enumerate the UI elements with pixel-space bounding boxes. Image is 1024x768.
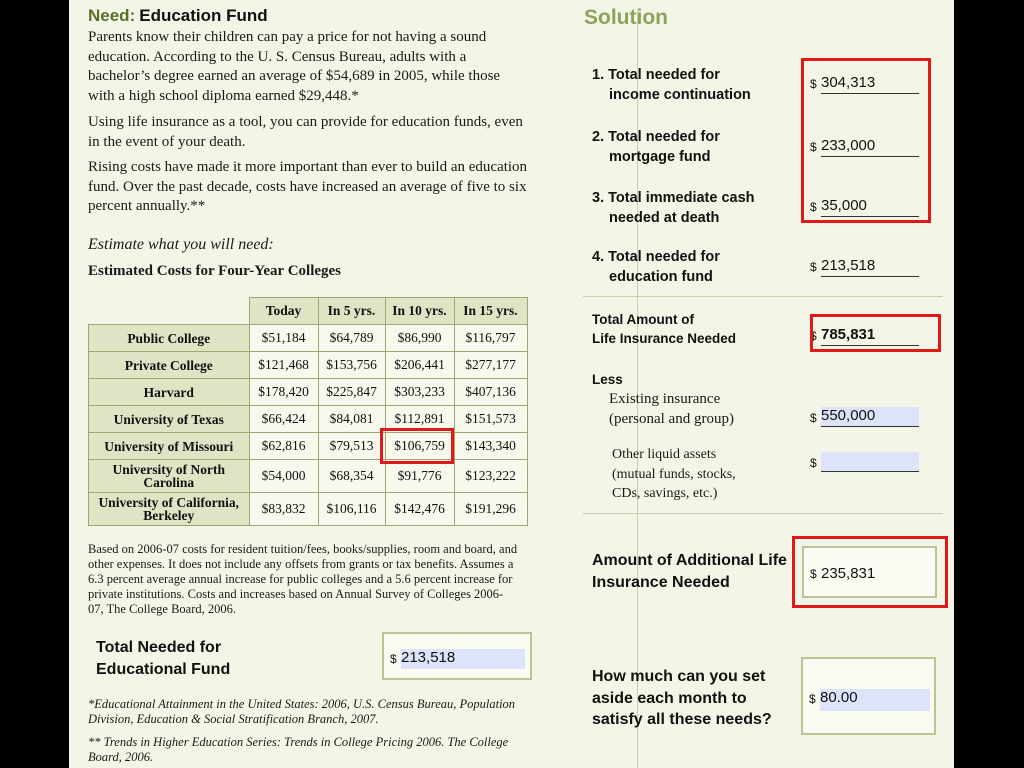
dollar-sign: $ [810, 200, 817, 214]
need-name: Education Fund [139, 6, 268, 25]
dollar-sign: $ [810, 140, 817, 154]
table-cell: $191,296 [454, 493, 527, 526]
table-cell: $206,441 [385, 352, 454, 379]
column-header: In 5 yrs. [318, 298, 385, 325]
estimate-heading: Estimate what you will need: [88, 236, 274, 253]
table-cell: $86,990 [385, 325, 454, 352]
table-cell: $64,789 [318, 325, 385, 352]
column-divider [637, 10, 638, 768]
table-cell: $112,891 [385, 406, 454, 433]
monthly-amount-box [801, 657, 936, 735]
intro-paragraph: Parents know their children can pay a price for not having a sound education. According to the U. S. Census Bureau, adults with a bachelor’s degree earned an average of $54,689 in 2005, while those with a high school diploma earned $29,448.* [88, 29, 501, 104]
additional-insurance-label: Amount of Additional Life Insurance Needed [592, 552, 787, 591]
table-cell: $407,136 [454, 379, 527, 406]
column-header: In 10 yrs. [385, 298, 454, 325]
table-row [89, 352, 528, 379]
table-cell: $83,832 [249, 493, 318, 526]
dollar-sign: $ [809, 692, 816, 706]
total-education-label-line1: Total Needed for [96, 639, 222, 656]
dollar-sign: $ [810, 77, 817, 91]
dollar-sign: $ [810, 329, 817, 343]
income-continuation-field[interactable]: 304,313 [821, 74, 919, 94]
table-footnote: Based on 2006-07 costs for resident tuition/fees, books/supplies, room and board, and other expenses. It does not include any offsets from grants or tax benefits. Assumes a 6.3 percent average annual increase for public colleges and a 5.6 percent increase for private institutions. Costs and increases based on Annual Survey of Colleges 2006-07, The College Board, 2006. [88, 542, 518, 616]
total-education-label [96, 637, 230, 681]
total-insurance-label: Total Amount of Life Insurance Needed [592, 312, 737, 346]
column-header: Today [249, 298, 318, 325]
costs-paragraph: Rising costs have made it more important than ever to build an education fund. Over the past decade, costs have increased an average of five to six percent annually.** [88, 159, 528, 214]
highlight-box-additional [792, 536, 948, 608]
total-education-label-line2: Educational Fund [96, 661, 231, 678]
row-label: University of Texas [89, 406, 250, 433]
table-cell: $62,816 [249, 433, 318, 460]
item-income-label: 1. Total needed for income continuation [592, 67, 751, 103]
table-cell: $277,177 [454, 352, 527, 379]
table-header-row [89, 298, 528, 325]
highlight-box-items [801, 58, 931, 223]
total-education-box [382, 632, 532, 680]
existing-insurance-label: Existing insurance (personal and group) [609, 391, 734, 427]
less-label: Less [592, 372, 623, 387]
total-insurance-field[interactable]: 785,831 [821, 326, 919, 346]
highlighted-value: $106,759 [394, 438, 445, 453]
table-cell: $151,573 [454, 406, 527, 433]
monthly-question-label: How much can you set aside each month to satisfy all these needs? [592, 668, 772, 728]
dollar-sign: $ [810, 260, 817, 274]
table-cell: $91,776 [385, 460, 454, 493]
highlight-box [380, 428, 454, 464]
note-2: ** Trends in Higher Education Series: Trends in College Pricing 2006. The College Board, 2006. [88, 735, 509, 764]
table-row [89, 406, 528, 433]
note-1: *Educational Attainment in the United States: 2006, U.S. Census Bureau, Population Division, Education & Social Stratification Branch, 2007. [88, 697, 516, 726]
row-label: Public College [89, 325, 250, 352]
section-divider [583, 296, 943, 297]
solution-heading: Solution [584, 6, 668, 29]
table-cell: $153,756 [318, 352, 385, 379]
item-education-label: 4. Total needed for education fund [592, 249, 720, 285]
table-cell: $51,184 [249, 325, 318, 352]
row-label: Harvard [89, 379, 250, 406]
liquid-assets-field[interactable] [821, 452, 919, 472]
table-cell: $178,420 [249, 379, 318, 406]
liquid-assets-label: Other liquid assets (mutual funds, stocks, CDs, savings, etc.) [612, 447, 736, 501]
dollar-sign: $ [810, 411, 817, 425]
section-divider [583, 513, 943, 514]
existing-insurance-field[interactable]: 550,000 [821, 407, 919, 427]
additional-insurance-field[interactable]: 235,831 [821, 565, 876, 582]
table-cell: $79,513 [318, 433, 385, 460]
item-mortgage-label: 2. Total needed for mortgage fund [592, 129, 720, 165]
row-label: University of Missouri [89, 433, 250, 460]
table-row [89, 460, 528, 493]
item-cash-label: 3. Total immediate cash needed at death [592, 190, 755, 226]
table-cell: $121,468 [249, 352, 318, 379]
table-cell: $66,424 [249, 406, 318, 433]
table-cell: $84,081 [318, 406, 385, 433]
worksheet-page [69, 0, 954, 768]
immediate-cash-field[interactable]: 35,000 [821, 197, 919, 217]
table-row [89, 325, 528, 352]
table-cell: $225,847 [318, 379, 385, 406]
dollar-sign: $ [810, 567, 817, 581]
college-costs-table [88, 297, 528, 526]
dollar-sign: $ [390, 652, 397, 666]
table-cell: $303,233 [385, 379, 454, 406]
table-row [89, 433, 528, 460]
table-row [89, 493, 528, 526]
table-cell: $68,354 [318, 460, 385, 493]
table-cell: $123,222 [454, 460, 527, 493]
table-row [89, 379, 528, 406]
monthly-amount-field[interactable]: 80.00 [820, 689, 930, 711]
tool-paragraph: Using life insurance as a tool, you can provide for education funds, even in the event of your death. [88, 114, 523, 150]
table-cell: $143,340 [454, 433, 527, 460]
need-label: Need: [88, 6, 136, 25]
table-cell: $106,116 [318, 493, 385, 526]
column-header: In 15 yrs. [454, 298, 527, 325]
row-label: Private College [89, 352, 250, 379]
dollar-sign: $ [810, 456, 817, 470]
need-heading [88, 6, 268, 26]
row-label: University of North Carolina [89, 460, 250, 493]
source-notes [88, 697, 528, 765]
table-cell: $116,797 [454, 325, 527, 352]
total-education-field[interactable]: 213,518 [401, 649, 525, 669]
table-cell: $142,476 [385, 493, 454, 526]
table-title: Estimated Costs for Four-Year Colleges [88, 263, 342, 279]
row-label: University of California, Berkeley [89, 493, 250, 526]
education-fund-field[interactable]: 213,518 [821, 257, 919, 277]
table-cell: $54,000 [249, 460, 318, 493]
table-cell-highlighted [385, 433, 454, 460]
highlight-box-total [810, 314, 941, 352]
mortgage-fund-field[interactable]: 233,000 [821, 137, 919, 157]
